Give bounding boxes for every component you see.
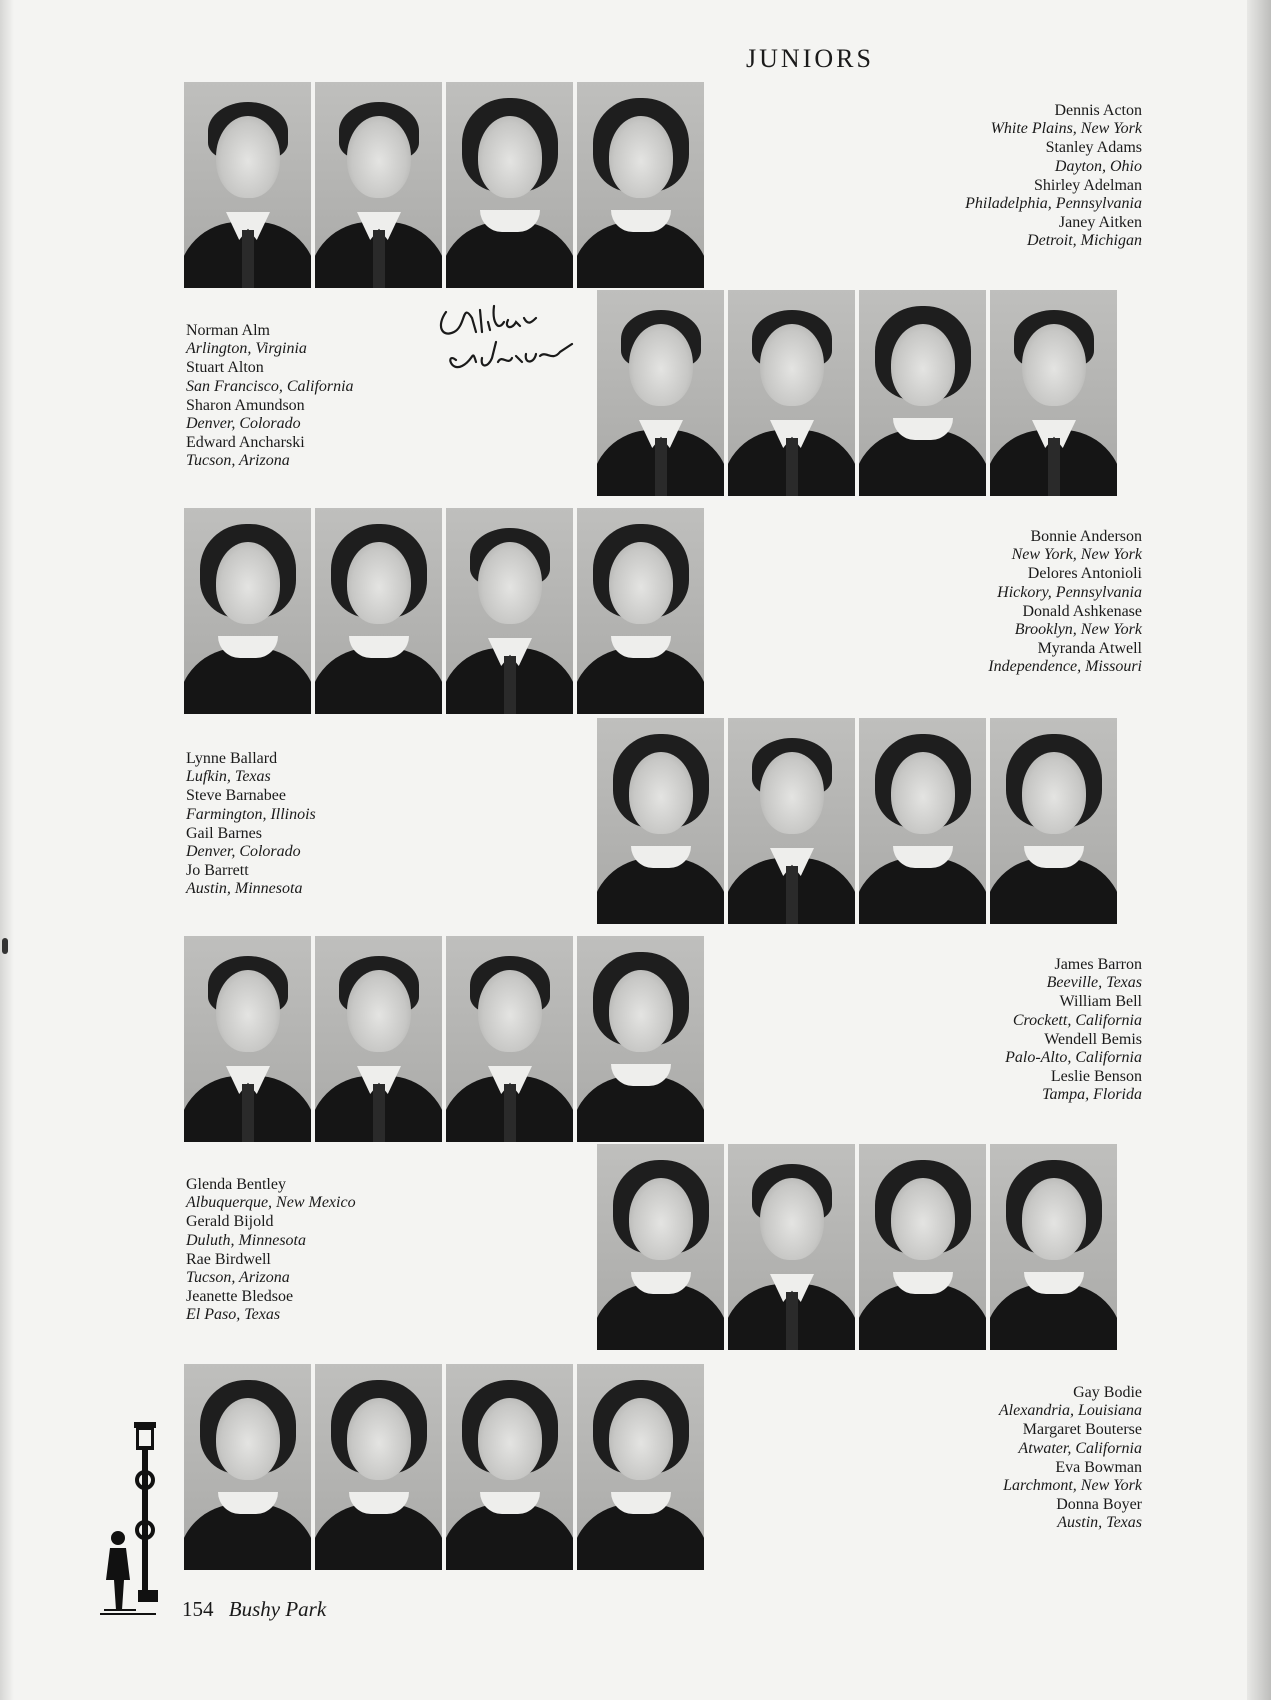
student-name: Dennis Acton [1054,102,1142,119]
binding-mark [2,938,8,954]
name-list [186,750,316,900]
student-name: Jo Barrett [186,862,249,880]
student-name: Shirley Adelman [1034,176,1142,194]
student-name: Steve Barnabee [186,787,286,805]
student-hometown: Farmington, Illinois [186,805,316,823]
student-name: Norman Alm [186,322,270,339]
student-portrait [859,1144,986,1350]
student-portrait [315,82,442,288]
student-name: Bonnie Anderson [1030,528,1142,545]
page-edge-shadow [1247,0,1271,1700]
photo-row [184,82,704,288]
photo-row [597,718,1117,924]
page-title: JUNIORS [746,44,874,73]
student-hometown: Palo-Alto, California [1005,1049,1142,1067]
student-portrait [315,508,442,714]
student-portrait [446,1364,573,1570]
name-list [1005,956,1142,1106]
student-hometown: Atwater, California [1018,1439,1142,1457]
student-hometown: Hickory, Pennsylvania [997,583,1142,601]
student-portrait [859,290,986,496]
student-portrait [184,936,311,1142]
student-name: Edward Ancharski [186,434,305,452]
photo-row [597,290,1117,496]
student-hometown: Tucson, Arizona [186,1269,290,1287]
student-hometown: Crockett, California [1012,1011,1142,1029]
student-hometown: Arlington, Virginia [186,340,307,358]
student-name: Donald Ashkenase [1022,602,1142,620]
student-portrait [990,718,1117,924]
handwritten-signature [432,292,592,382]
student-name: James Barron [1054,956,1142,973]
name-list [999,1384,1142,1534]
student-hometown: Brooklyn, New York [1014,621,1142,639]
student-portrait [728,290,855,496]
student-hometown: El Paso, Texas [186,1306,281,1324]
student-hometown: Detroit, Michigan [1027,232,1142,250]
student-name: Janey Aitken [1058,214,1142,232]
student-hometown: Denver, Colorado [186,843,301,861]
student-hometown: Albuquerque, New Mexico [186,1194,356,1212]
student-portrait [597,718,724,924]
photo-row [597,1144,1117,1350]
student-hometown: Alexandria, Louisiana [998,1402,1142,1420]
student-hometown: Dayton, Ohio [1054,157,1142,175]
student-name: Wendell Bemis [1044,1030,1142,1048]
student-hometown: Larchmont, New York [1003,1477,1142,1495]
student-hometown: Tampa, Florida [1042,1086,1142,1104]
student-name: Stuart Alton [186,359,264,377]
student-portrait [315,936,442,1142]
student-portrait [446,508,573,714]
page-number: 154 [182,1597,214,1621]
student-name: Rae Birdwell [186,1250,271,1268]
student-portrait [184,82,311,288]
student-name: Lynne Ballard [186,750,278,767]
student-name: Gerald Bijold [186,1213,274,1231]
student-name: William Bell [1059,993,1142,1011]
student-hometown: Lufkin, Texas [186,768,271,786]
book-title: Bushy Park [228,1597,327,1621]
student-name: Myranda Atwell [1037,640,1142,658]
student-portrait [577,82,704,288]
student-hometown: San Francisco, California [186,377,354,395]
student-portrait [990,290,1117,496]
name-list [988,528,1142,678]
student-portrait [859,718,986,924]
student-name: Sharon Amundson [186,396,305,414]
photo-row [184,508,704,714]
student-hometown: Beeville, Texas [1046,974,1142,992]
student-name: Jeanette Bledsoe [186,1288,294,1306]
student-hometown: Philadelphia, Pennsylvania [965,195,1142,213]
student-portrait [315,1364,442,1570]
student-portrait [184,508,311,714]
photo-row [184,1364,704,1570]
student-portrait [728,1144,855,1350]
student-name: Gay Bodie [1073,1384,1142,1401]
student-name: Glenda Bentley [186,1176,286,1193]
student-portrait [728,718,855,924]
student-name: Stanley Adams [1045,139,1142,157]
student-name: Delores Antonioli [1027,565,1142,583]
student-hometown: Independence, Missouri [988,658,1142,676]
name-list [186,1176,356,1326]
photo-row [184,936,704,1142]
student-name: Leslie Benson [1050,1068,1142,1086]
student-portrait [184,1364,311,1570]
lamppost-illustration [96,1420,176,1620]
page-footer [182,1597,326,1622]
student-hometown: White Plains, New York [990,120,1142,138]
student-hometown: Duluth, Minnesota [186,1231,306,1249]
student-portrait [597,290,724,496]
student-hometown: Tucson, Arizona [186,452,290,470]
student-portrait [597,1144,724,1350]
student-portrait [446,82,573,288]
page-gutter-shadow [0,0,14,1700]
name-list [186,322,354,472]
name-list [965,102,1142,252]
student-name: Donna Boyer [1056,1496,1142,1514]
student-hometown: New York, New York [1011,546,1142,564]
student-name: Eva Bowman [1055,1458,1142,1476]
student-portrait [577,1364,704,1570]
student-hometown: Austin, Texas [1057,1514,1142,1532]
student-hometown: Austin, Minnesota [186,880,303,898]
student-portrait [577,936,704,1142]
student-portrait [990,1144,1117,1350]
student-portrait [446,936,573,1142]
student-portrait [577,508,704,714]
student-hometown: Denver, Colorado [186,415,301,433]
student-name: Gail Barnes [186,824,262,842]
student-name: Margaret Bouterse [1022,1421,1142,1439]
